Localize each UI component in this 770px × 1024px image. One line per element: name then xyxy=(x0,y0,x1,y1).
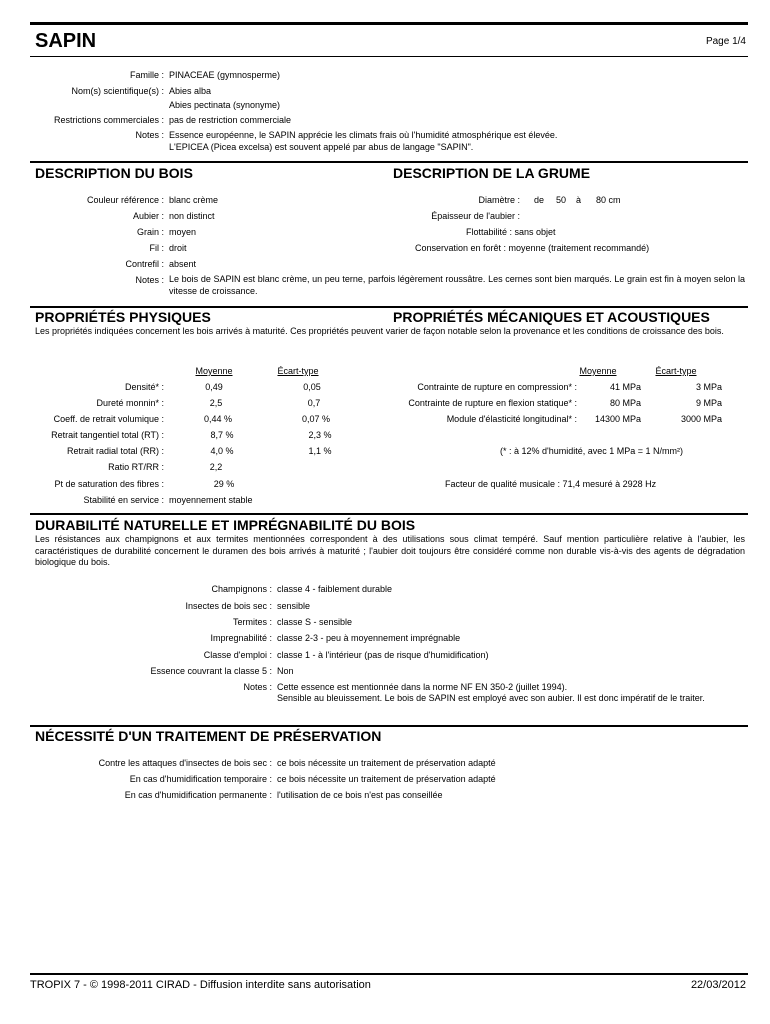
phys-col-moyenne: Moyenne xyxy=(195,366,233,376)
phys-col-ecart-type: Écart-type xyxy=(277,366,319,376)
ident-value-restrictions: pas de restriction commerciale xyxy=(169,115,292,125)
section-title-proprietes-mecaniques: PROPRIÉTÉS MÉCANIQUES ET ACOUSTIQUES xyxy=(393,309,710,325)
meca-sd-module: 3000 MPa xyxy=(680,414,722,424)
ident-value-famille: PINACEAE (gymnosperme) xyxy=(169,70,281,80)
header-rule xyxy=(30,56,748,57)
trait-label-insectes: Contre les attaques d'insectes de bois sec : xyxy=(98,758,272,768)
ident-value-synonyme: Abies pectinata (synonyme) xyxy=(169,100,281,110)
meca-col-moyenne: Moyenne xyxy=(579,366,617,376)
phys-label-ratio: Ratio RT/RR : xyxy=(108,462,164,472)
section-rule-durabilite xyxy=(30,513,748,515)
section-title-durabilite: DURABILITÉ NATURELLE ET IMPRÉGNABILITÉ DU BOIS xyxy=(35,517,416,533)
phys-label-durete: Dureté monnin* : xyxy=(96,398,164,408)
dur-value-classe-emploi: classe 1 - à l'intérieur (pas de risque d'humidification) xyxy=(277,650,489,660)
phys-label-retrait-rad: Retrait radial total (RR) : xyxy=(66,446,164,456)
meca-musical: Facteur de qualité musicale : 71,4 mesuré à 2928 Hz xyxy=(445,479,657,489)
bois-label-fil: Fil : xyxy=(149,243,164,253)
dur-label-termites: Termites : xyxy=(232,617,272,627)
ident-label-nom: Nom(s) scientifique(s) : xyxy=(71,86,164,96)
phys-sd-retrait-tang: 2,3 % xyxy=(308,430,332,440)
phys-label-retrait-tang: Retrait tangentiel total (RT) : xyxy=(51,430,164,440)
meca-col-ecart-type: Écart-type xyxy=(655,366,697,376)
dur-label-classe-5: Essence couvrant la classe 5 : xyxy=(150,666,272,676)
page-number: Page 1/4 xyxy=(705,36,746,47)
phys-sd-retrait-vol: 0,07 % xyxy=(301,414,331,424)
bois-label-couleur: Couleur référence : xyxy=(86,195,164,205)
grume-diam-de: de xyxy=(534,195,545,205)
phys-mean-densite: 0,49 xyxy=(205,382,223,392)
dur-notes-line2: Sensible au bleuissement. Le bois de SAPIN est employé avec son aubier. Il est donc impératif de le traiter. xyxy=(277,693,705,703)
section-title-traitement: NÉCESSITÉ D'UN TRAITEMENT DE PRÉSERVATION xyxy=(35,728,382,744)
phys-label-saturation: Pt de saturation des fibres : xyxy=(54,479,164,489)
phys-sd-durete: 0,7 xyxy=(307,398,321,408)
phys-mean-retrait-tang: 8,7 % xyxy=(210,430,234,440)
bois-value-aubier: non distinct xyxy=(169,211,215,221)
section-title-description-grume: DESCRIPTION DE LA GRUME xyxy=(393,165,591,181)
phys-label-stabilite: Stabilité en service : xyxy=(83,495,164,505)
bois-value-grain: moyen xyxy=(169,227,197,237)
phys-label-retrait-vol: Coeff. de retrait volumique : xyxy=(53,414,164,424)
dur-label-champignons: Champignons : xyxy=(211,584,272,594)
ident-label-notes: Notes : xyxy=(135,130,164,140)
ident-value-notes-2: L'EPICEA (Picea excelsa) est souvent appelé par abus de langage "SAPIN". xyxy=(169,142,474,152)
meca-footnote: (* : à 12% d'humidité, avec 1 MPa = 1 N/mm²) xyxy=(500,446,684,456)
meca-label-flexion: Contrainte de rupture en flexion statique* : xyxy=(408,398,577,408)
bois-label-aubier: Aubier : xyxy=(132,211,164,221)
trait-label-temporaire: En cas d'humidification temporaire : xyxy=(129,774,272,784)
grume-diam-a: à xyxy=(576,195,582,205)
bois-label-notes: Notes : xyxy=(135,275,164,285)
bois-value-fil: droit xyxy=(169,243,187,253)
dur-label-impregnabilite: Impregnabilité : xyxy=(210,633,272,643)
section-rule-traitement xyxy=(30,725,748,727)
bois-value-couleur: blanc crème xyxy=(169,195,219,205)
grume-conservation: Conservation en forêt : moyenne (traitement recommandé) xyxy=(415,243,650,253)
dur-label-notes: Notes : xyxy=(243,682,272,692)
dur-value-impregnabilite: classe 2-3 - peu à moyennement imprégnable xyxy=(277,633,461,643)
bois-value-contrefil: absent xyxy=(169,259,197,269)
proprietes-intro: Les propriétés indiquées concernent les bois arrivés à maturité. Ces propriétés peuvent varier de façon notable selon la provenance et les conditions de croissance des bois. xyxy=(35,326,724,336)
dur-value-termites: classe S - sensible xyxy=(277,617,353,627)
phys-label-densite: Densité* : xyxy=(124,382,164,392)
grume-flottabilite: Flottabilité : sans objet xyxy=(466,227,556,237)
dur-label-classe-emploi: Classe d'emploi : xyxy=(203,650,272,660)
bois-notes-text: Le bois de SAPIN est blanc crème, un peu terne, parfois légèrement roussâtre. Les cernes sont bien marqués. Le grain est fin à moyen selon la vitesse de croissance. xyxy=(169,274,745,296)
meca-sd-compression: 3 MPa xyxy=(695,382,722,392)
footer-copyright: TROPIX 7 - © 1998-2011 CIRAD - Diffusion interdite sans autorisation xyxy=(30,979,371,991)
trait-value-temporaire: ce bois nécessite un traitement de préservation adapté xyxy=(277,774,496,784)
section-rule-proprietes xyxy=(30,306,748,308)
phys-mean-retrait-vol: 0,44 % xyxy=(203,414,233,424)
meca-mean-compression: 41 MPa xyxy=(609,382,641,392)
trait-value-insectes: ce bois nécessite un traitement de préservation adapté xyxy=(277,758,496,768)
phys-mean-durete: 2,5 xyxy=(209,398,223,408)
section-title-description-bois: DESCRIPTION DU BOIS xyxy=(35,165,193,181)
phys-value-stabilite: moyennement stable xyxy=(169,495,253,505)
dur-value-champignons: classe 4 - faiblement durable xyxy=(277,584,393,594)
ident-value-nom: Abies alba xyxy=(169,86,212,96)
footer-rule xyxy=(30,973,748,975)
bois-label-grain: Grain : xyxy=(136,227,164,237)
grume-diam-min: 50 xyxy=(556,195,567,205)
section-rule-description xyxy=(30,161,748,163)
grume-label-epaisseur: Épaisseur de l'aubier : xyxy=(431,211,520,221)
phys-mean-ratio: 2,2 xyxy=(209,462,223,472)
phys-mean-retrait-rad: 4,0 % xyxy=(210,446,234,456)
meca-mean-module: 14300 MPa xyxy=(594,414,641,424)
phys-mean-saturation: 29 % xyxy=(213,479,235,489)
grume-label-diametre: Diamètre : xyxy=(478,195,520,205)
meca-label-module: Module d'élasticité longitudinal* : xyxy=(446,414,577,424)
grume-diam-max: 80 cm xyxy=(596,195,621,205)
dur-label-insectes: Insectes de bois sec : xyxy=(185,601,272,611)
top-rule xyxy=(30,22,748,25)
footer-date: 22/03/2012 xyxy=(690,979,746,991)
ident-label-famille: Famille : xyxy=(129,70,164,80)
phys-sd-retrait-rad: 1,1 % xyxy=(308,446,332,456)
trait-label-permanente: En cas d'humidification permanente : xyxy=(124,790,272,800)
ident-value-notes-1: Essence européenne, le SAPIN apprécie les climats frais où l'humidité atmosphérique est élevée. xyxy=(169,130,558,140)
phys-sd-densite: 0,05 xyxy=(303,382,321,392)
trait-value-permanente: l'utilisation de ce bois n'est pas conseillée xyxy=(277,790,443,800)
dur-notes-line1: Cette essence est mentionnée dans la norme NF EN 350-2 (juillet 1994). xyxy=(277,682,568,692)
ident-label-restrictions: Restrictions commerciales : xyxy=(53,115,164,125)
meca-label-compression: Contrainte de rupture en compression* : xyxy=(417,382,577,392)
meca-mean-flexion: 80 MPa xyxy=(609,398,641,408)
dur-value-classe-5: Non xyxy=(277,666,294,676)
durabilite-intro: Les résistances aux champignons et aux termites mentionnées correspondent à des utilisations sous climat tempéré. Sauf mention particulière relative à l'aubier, les caractéristiques de durabilité concernent le duramen des bois arrivés à maturité ; l'aubier doit toujours être considéré comme non durable vis-à-vis des agents de dégradation biologique du bois. xyxy=(35,534,745,567)
dur-value-insectes: sensible xyxy=(277,601,311,611)
bois-label-contrefil: Contrefil : xyxy=(125,259,164,269)
meca-sd-flexion: 9 MPa xyxy=(695,398,722,408)
page-title: SAPIN xyxy=(35,30,97,52)
section-title-proprietes-physiques: PROPRIÉTÉS PHYSIQUES xyxy=(35,309,211,325)
